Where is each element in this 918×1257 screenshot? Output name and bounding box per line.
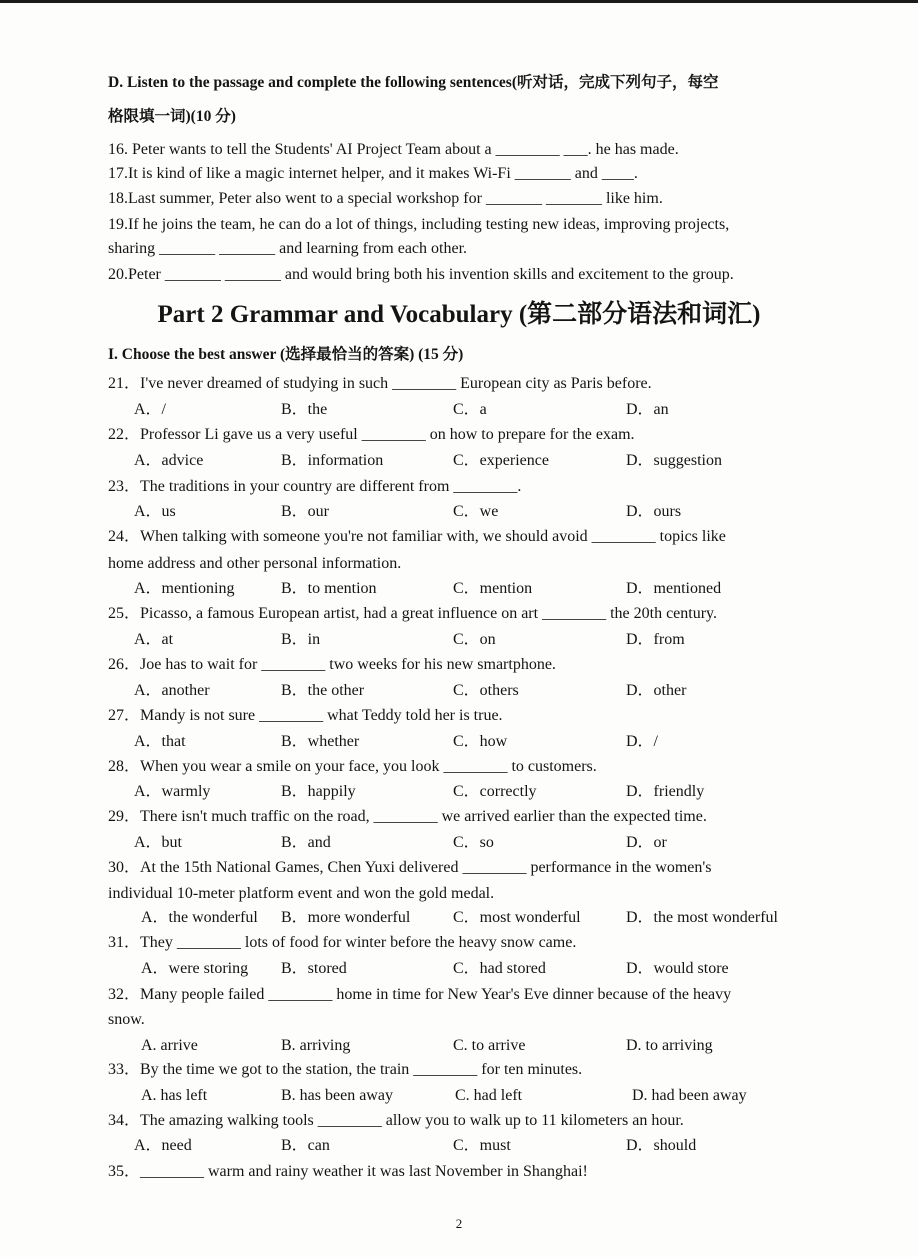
question-29-stem: 29．There isn't much traffic on the road, ________ we arrived earlier than the expected time. <box>108 808 707 825</box>
question-27-option-d: D．/ <box>626 733 659 750</box>
question-28-stem: 28．When you wear a smile on your face, you look ________ to customers. <box>108 758 597 775</box>
question-28-option-d: D．friendly <box>626 783 705 800</box>
question-34-option-a: A．need <box>134 1137 192 1154</box>
question-25-option-c: C．on <box>453 631 496 648</box>
question-32-stem: 32．Many people failed ________ home in time for New Year's Eve dinner because of the heavy <box>108 986 732 1003</box>
question-34-option-c: C．must <box>453 1137 511 1154</box>
question-33-option-c: C. had left <box>455 1087 523 1104</box>
section-i-heading: I. Choose the best answer (选择最恰当的答案) (15 分) <box>108 346 464 363</box>
question-21-option-d: D．an <box>626 401 669 418</box>
question-29-option-c: C．so <box>453 834 494 851</box>
question-27-option-a: A．that <box>134 733 186 750</box>
question-28-option-c: C．correctly <box>453 783 537 800</box>
question-30-option-c: C．most wonderful <box>453 909 581 926</box>
question-23-stem: 23．The traditions in your country are different from ________. <box>108 478 522 495</box>
question-34-option-d: D．should <box>626 1137 697 1154</box>
top-border-line <box>0 0 918 3</box>
question-27-option-c: C．how <box>453 733 508 750</box>
question-24-option-d: D．mentioned <box>626 580 722 597</box>
sentence-19: 19.If he joins the team, he can do a lot of things, including testing new ideas, improving projects, <box>108 216 730 233</box>
question-26-option-a: A．another <box>134 682 210 699</box>
sentence-18: 18.Last summer, Peter also went to a special workshop for _______ _______ like him. <box>108 190 663 207</box>
question-34-option-b: B．can <box>281 1137 330 1154</box>
question-33-option-d: D. had been away <box>632 1087 747 1104</box>
question-23-option-a: A．us <box>134 503 176 520</box>
question-25-stem: 25．Picasso, a famous European artist, had a great influence on art ________ the 20th century. <box>108 605 718 622</box>
question-25-option-b: B．in <box>281 631 321 648</box>
question-25-option-a: A．at <box>134 631 174 648</box>
question-31-option-c: C．had stored <box>453 960 546 977</box>
section-d-heading: D. Listen to the passage and complete the following sentences(听对话，完成下列句子，每空 <box>108 74 719 91</box>
question-29-option-a: A．but <box>134 834 183 851</box>
question-32-option-a: A. arrive <box>141 1037 198 1054</box>
question-21-option-c: C．a <box>453 401 487 418</box>
question-34-stem: 34．The amazing walking tools ________ allow you to walk up to 11 kilometers an hour. <box>108 1112 684 1129</box>
question-31-stem: 31．They ________ lots of food for winter before the heavy snow came. <box>108 934 577 951</box>
question-32-option-b: B. arriving <box>281 1037 351 1054</box>
sentence-16: 16. Peter wants to tell the Students' AI Project Team about a ________ ___. he has made. <box>108 141 679 158</box>
question-23-option-d: D．ours <box>626 503 682 520</box>
question-35-stem: 35．________ warm and rainy weather it was last November in Shanghai! <box>108 1163 588 1180</box>
page-number: 2 <box>455 1216 463 1231</box>
question-21-option-b: B．the <box>281 401 328 418</box>
question-24-stem: 24．When talking with someone you're not familiar with, we should avoid ________ topics like <box>108 528 726 545</box>
section-d-heading-cont: 格限填一词)(10 分) <box>108 108 236 125</box>
question-26-option-b: B．the other <box>281 682 365 699</box>
question-26-option-d: D．other <box>626 682 687 699</box>
sentence-19-cont: sharing _______ _______ and learning from each other. <box>108 240 468 257</box>
question-22-option-c: C．experience <box>453 452 549 469</box>
question-32-option-c: C. to arrive <box>453 1037 526 1054</box>
question-22-option-b: B．information <box>281 452 384 469</box>
question-22-stem: 22．Professor Li gave us a very useful ________ on how to prepare for the exam. <box>108 426 635 443</box>
question-24-option-a: A．mentioning <box>134 580 235 597</box>
sentence-20: 20.Peter _______ _______ and would bring both his invention skills and excitement to the group. <box>108 266 734 283</box>
part2-title: Part 2 Grammar and Vocabulary (第二部分语法和词汇) <box>157 301 761 328</box>
question-28-option-a: A．warmly <box>134 783 211 800</box>
question-26-stem: 26．Joe has to wait for ________ two weeks for his new smartphone. <box>108 656 556 673</box>
question-31-option-a: A．were storing <box>141 960 249 977</box>
question-30-option-b: B．more wonderful <box>281 909 411 926</box>
question-27-option-b: B．whether <box>281 733 360 750</box>
question-24-option-b: B．to mention <box>281 580 377 597</box>
question-30-stem: individual 10-meter platform event and won the gold medal. <box>108 885 495 902</box>
question-25-option-d: D．from <box>626 631 685 648</box>
question-28-option-b: B．happily <box>281 783 356 800</box>
question-29-option-b: B．and <box>281 834 331 851</box>
question-32-option-d: D. to arriving <box>626 1037 713 1054</box>
question-22-option-a: A．advice <box>134 452 204 469</box>
question-30-option-d: D．the most wonderful <box>626 909 778 926</box>
question-21-option-a: A．/ <box>134 401 167 418</box>
question-22-option-d: D．suggestion <box>626 452 723 469</box>
question-32-stem: snow. <box>108 1011 145 1028</box>
question-33-stem: 33．By the time we got to the station, the train ________ for ten minutes. <box>108 1061 583 1078</box>
question-31-option-d: D．would store <box>626 960 729 977</box>
question-23-option-c: C．we <box>453 503 499 520</box>
question-33-option-b: B. has been away <box>281 1087 393 1104</box>
question-24-option-c: C．mention <box>453 580 533 597</box>
question-24-stem: home address and other personal information. <box>108 555 402 572</box>
question-27-stem: 27．Mandy is not sure ________ what Teddy told her is true. <box>108 707 503 724</box>
question-30-option-a: A．the wonderful <box>141 909 258 926</box>
question-29-option-d: D．or <box>626 834 667 851</box>
question-23-option-b: B．our <box>281 503 330 520</box>
question-21-stem: 21．I've never dreamed of studying in such ________ European city as Paris before. <box>108 375 652 392</box>
question-26-option-c: C．others <box>453 682 519 699</box>
question-33-option-a: A. has left <box>141 1087 208 1104</box>
question-30-stem: 30．At the 15th National Games, Chen Yuxi delivered ________ performance in the women's <box>108 859 712 876</box>
question-31-option-b: B．stored <box>281 960 347 977</box>
sentence-17: 17.It is kind of like a magic internet helper, and it makes Wi-Fi _______ and ____. <box>108 165 638 182</box>
